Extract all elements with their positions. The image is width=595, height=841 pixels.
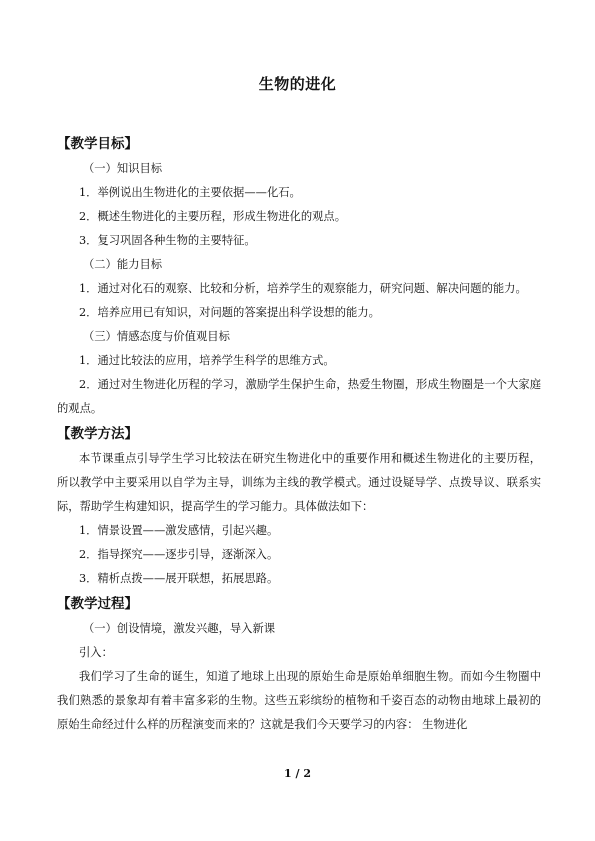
- subheading-intro-lesson: （一）创设情境，激发兴趣，导入新课: [83, 622, 276, 635]
- knowledge-item-2: 2．概述生物进化的主要历程，形成生物进化的观点。: [79, 210, 347, 223]
- subheading-knowledge: （一）知识目标: [83, 162, 163, 175]
- attitude-item-1: 1．通过比较法的应用，培养学生科学的思维方式。: [79, 354, 335, 367]
- lead-label: 引入：: [79, 646, 113, 659]
- subheading-attitude: （三）情感态度与价值观目标: [83, 330, 230, 343]
- method-item-1: 1．情景设置——激发感情，引起兴趣。: [79, 524, 279, 537]
- method-item-3: 3．精析点拨——展开联想，拓展思路。: [79, 572, 279, 585]
- intro-paragraph: 我们学习了生命的诞生，知道了地球上出现的原始生命是原始单细胞生物。而如今生物圈中我们熟悉的景象却有着丰富多彩的生物。这些五彩缤纷的植物和千姿百态的动物由地球上最初的原始生命经过什么样的历程演变而来的？这就是我们今天要学习的内容： 生物进化: [57, 670, 541, 731]
- methods-intro: 本节课重点引导学生学习比较法在研究生物进化中的重要作用和概述生物进化的主要历程，所以教学中主要采用以自学为主导，训练为主线的教学模式。通过设疑导学、点拨导议、联系实际，帮助学生构建知识，提高学生的学习能力。具体做法如下：: [57, 452, 541, 513]
- method-item-2: 2．指导探究——逐步引导，逐渐深入。: [79, 548, 279, 561]
- section-heading-objectives: 【教学目标】: [57, 136, 138, 152]
- subheading-ability: （二）能力目标: [83, 258, 163, 271]
- ability-item-1: 1．通过对化石的观察、比较和分析，培养学生的观察能力，研究问题、解决问题的能力。: [79, 282, 527, 295]
- document-body: [57, 131, 541, 737]
- page-title: 生物的进化: [258, 75, 337, 93]
- knowledge-item-3: 3．复习巩固各种生物的主要特征。: [79, 234, 256, 247]
- knowledge-item-1: 1．举例说出生物进化的主要依据——化石。: [79, 186, 301, 199]
- page-number: 1 / 2: [284, 767, 311, 780]
- ability-item-2: 2．培养应用已有知识，对问题的答案提出科学设想的能力。: [79, 306, 380, 319]
- attitude-item-2: 2．通过对生物进化历程的学习，激励学生保护生命，热爱生物圈，形成生物圈是一个大家庭的观点。: [57, 378, 541, 415]
- section-heading-process: 【教学过程】: [57, 596, 138, 612]
- section-heading-methods: 【教学方法】: [57, 426, 138, 442]
